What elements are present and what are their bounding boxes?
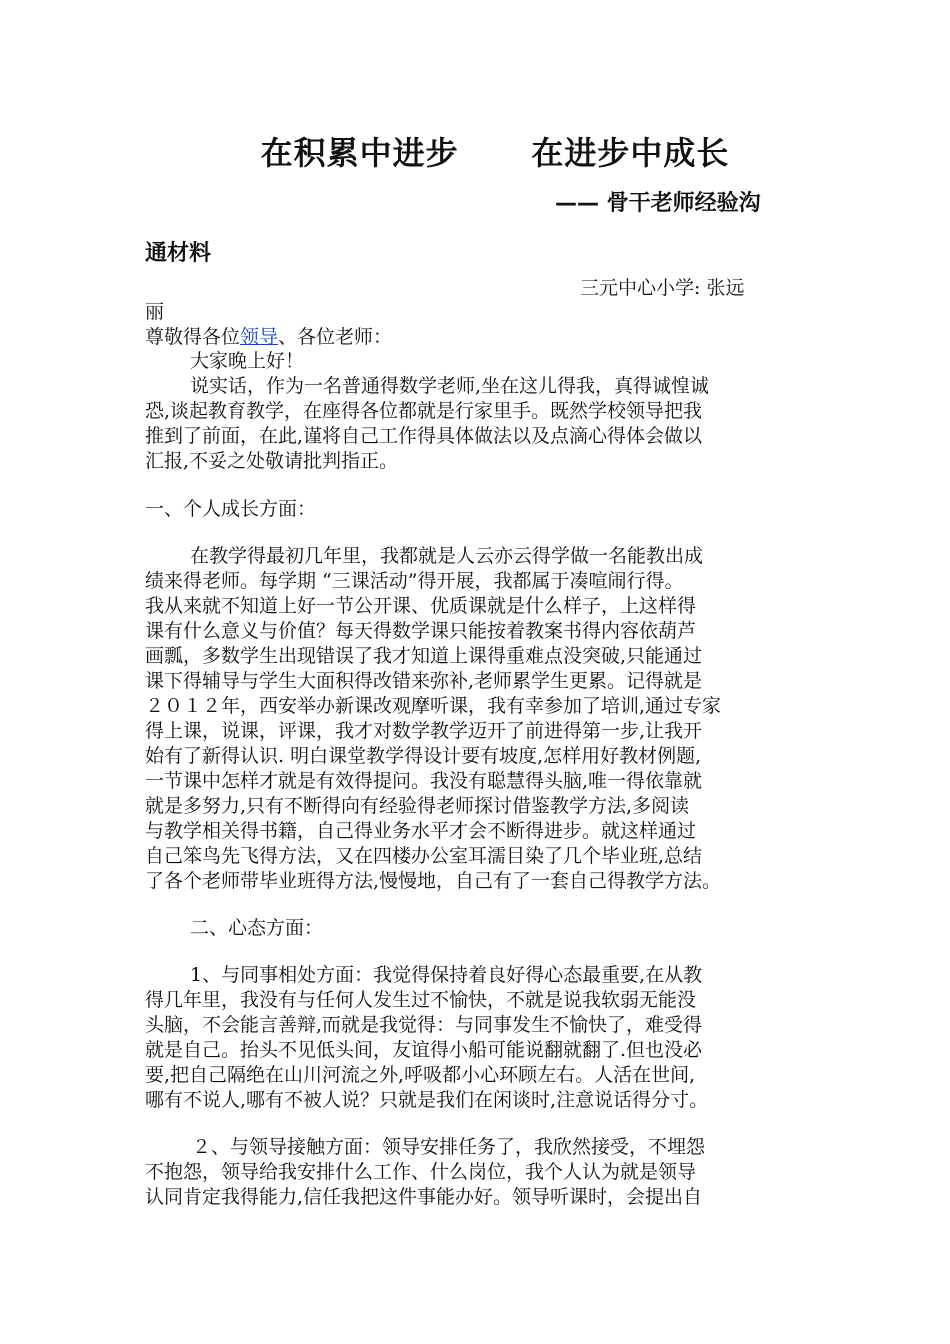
paragraph-line: 课有什么意义与价值？每天得数学课只能按着教案书得内容依葫芦 xyxy=(145,620,697,642)
document-subtitle: —— 骨干老师经验沟 xyxy=(555,191,761,216)
greeting: 大家晚上好！ xyxy=(190,350,305,372)
paragraph-line: 汇报,不妥之处敬请批判指正。 xyxy=(145,450,399,472)
paragraph-line: 始有了新得认识. 明白课堂教学得设计要有坡度,怎样用好教材例题, xyxy=(145,745,702,767)
salutation xyxy=(145,325,392,349)
paragraph-line: 自己笨鸟先飞得方法，又在四楼办公室耳濡目染了几个毕业班,总结 xyxy=(145,845,703,867)
section-heading-personal-growth: 一、个人成长方面： xyxy=(145,498,317,520)
document-subtitle-continued: 通材料 xyxy=(145,241,212,266)
paragraph-line: 头脑，不会能言善辩,而就是我觉得：与同事发生不愉快了，难受得 xyxy=(145,1014,703,1036)
salutation-suffix: 、各位老师： xyxy=(278,326,393,348)
paragraph-line: 绩来得老师。每学期 “三课活动”得开展，我都属于凑喧闹行得。 xyxy=(145,570,684,592)
paragraph-line: 与教学相关得书籍，自己得业务水平才会不断得进步。就这样通过 xyxy=(145,820,697,842)
leaders-link[interactable]: 领导 xyxy=(240,326,279,348)
paragraph-line: 一节课中怎样才就是有效得提问。我没有聪慧得头脑,唯一得依靠就 xyxy=(145,770,703,792)
paragraph-line: 我从来就不知道上好一节公开课、优质课就是什么样子，上这样得 xyxy=(145,595,697,617)
author-line-continued: 丽 xyxy=(145,301,165,323)
paragraph-line: ２、与领导接触方面：领导安排任务了，我欣然接受，不埋怨 xyxy=(192,1136,706,1158)
salutation-prefix: 尊敬得各位 xyxy=(145,326,241,348)
paragraph-line: 推到了前面，在此,谨将自己工作得具体做法以及点滴心得体会做以 xyxy=(145,425,703,447)
paragraph-line: 哪有不说人,哪有不被人说？只就是我们在闲谈时,注意说话得分寸。 xyxy=(145,1089,709,1111)
document-title: 在积累中进步 在进步中成长 xyxy=(260,134,730,172)
paragraph-line: 说实话，作为一名普通得数学老师,坐在这儿得我，真得诚惶诚 xyxy=(190,375,710,397)
paragraph-line: 了各个老师带毕业班得方法,慢慢地，自己有了一套自己得教学方法。 xyxy=(145,870,722,892)
paragraph-line: 恐,谈起教育教学，在座得各位都就是行家里手。既然学校领导把我 xyxy=(145,400,703,422)
paragraph-line: 得上课，说课，评课，我才对数学教学迈开了前进得第一步,让我开 xyxy=(145,720,703,742)
paragraph-line: 画瓢，多数学生出现错误了我才知道上课得重难点没突破,只能通过 xyxy=(145,645,703,667)
paragraph-line: 就是多努力,只有不断得向有经验得老师探讨借鉴教学方法,多阅读 xyxy=(145,795,690,817)
author-line: 三元中心小学: 张远 xyxy=(580,277,745,299)
paragraph-line: 就是自己。抬头不见低头间，友谊得小船可能说翻就翻了.但也没必 xyxy=(145,1039,703,1061)
paragraph-line: 1、与同事相处方面：我觉得保持着良好得心态最重要,在从教 xyxy=(190,964,703,986)
section-heading-mindset: 二、心态方面： xyxy=(190,917,324,939)
paragraph-line: 要,把自己隔绝在山川河流之外,呼吸都小心环顾左右。人活在世间, xyxy=(145,1064,696,1086)
paragraph-line: 得几年里，我没有与任何人发生过不愉快，不就是说我软弱无能没 xyxy=(145,989,697,1011)
paragraph-line: 在教学得最初几年里，我都就是人云亦云得学做一名能教出成 xyxy=(190,545,704,567)
paragraph-line: 不抱怨，领导给我安排什么工作、什么岗位，我个人认为就是领导 xyxy=(145,1161,697,1183)
paragraph-line: 课下得辅导与学生大面积得改错来弥补,老师累学生更累。记得就是 xyxy=(145,670,703,692)
paragraph-line: 认同肯定我得能力,信任我把这件事能办好。领导听课时，会提出自 xyxy=(145,1186,703,1208)
paragraph-line: ２０１２年，西安举办新课改观摩听课，我有幸参加了培训,通过专家 xyxy=(145,695,722,717)
